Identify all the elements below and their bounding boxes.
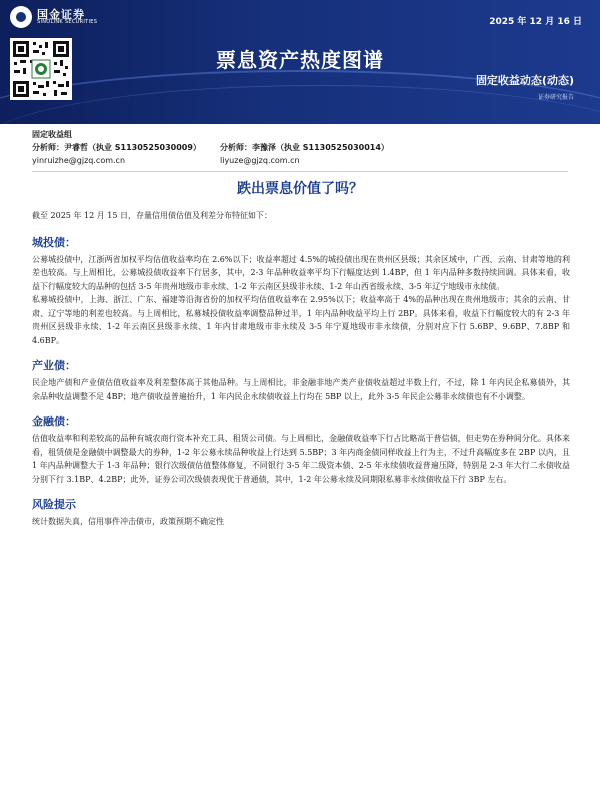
company-logo (10, 6, 97, 28)
logo-name-en: SINOLINK SECURITIES (37, 19, 98, 26)
section-paragraph: 公募城投债中，江浙两省加权平均估值收益率均在 2.6%以下；收益率超过 4.5%的城投债出现在贵州区县级；其余区域中，广西、云南、甘肃等地的利差也较高。与上周相比，公募城投债收益率下行居多，其中，2-3 年品种收益率平均下行幅度达到 1.4BP，但 1 年内品种多数持续回调。具体来看，收益下行幅度较大的品种的包括 3-5 年贵州地级市非永续、1-2 年云南区县级非永续、1-2 年山西省级永续、3-5 年辽宁地级市永续债。 (32, 254, 570, 291)
document-title: 跌出票息价值了吗？ (237, 181, 363, 197)
report-type-label: 证券研究报告 (537, 94, 574, 101)
section-risk (32, 498, 570, 529)
research-group: 固定收益组 (32, 130, 72, 139)
section-paragraph: 估值收益率和利差较高的品种有城农商行资本补充工具、租赁公司债。与上周相比，金融债收益率下行占比略高于普信债，但走势在券种间分化。具体来看，租赁债是金融债中调整最大的券种，1-2 年公募永续品种收益上行达到 5.5BP；3 年内商金债同样收益上行为主，不过升高幅度多在 2BP 以内，且 1 年内品种调整大于 1-3 年品种；银行次级债估值整体修复，不同银行 3-5 年二级资本债、2-5 年永续债收益普遍压降，特别是 2-3 年大行二永债收益分别下行 3.1BP、4.2BP；此外，证券公司次级债表现优于普通债，其中，1-2 年公募永续及同期限私募非永续债收益下行 3BP 左右。 (32, 434, 570, 484)
section-chengtou (32, 236, 570, 348)
report-date: 2025 年 12 月 16 日 (489, 17, 582, 27)
section-paragraph: 民企地产债和产业债估值收益率及利差整体高于其他品种。与上周相比，非金融非地产类产业债收益超过半数上行，不过，除 1 年内民企私募债外，其余品种收益调整不足 4BP；地产债收益普遍抬升，1 年内民企永续债收益上行均在 5BP 以上，此外 3-5 年民企公募非永续债也有不小调整。 (32, 378, 570, 401)
section-financial (32, 415, 570, 486)
intro-paragraph: 截至 2025 年 12 月 15 日，存量信用债估值及利差分布特征如下： (32, 211, 272, 220)
header-banner (0, 0, 600, 124)
report-subtitle: 固定收益动态(动态) (475, 74, 574, 87)
logo-name-cn: 国金证券 (37, 7, 85, 21)
section-heading: 城投债： (32, 235, 76, 249)
analyst-1-name: 分析师：尹睿哲（执业 S1130525030009） (32, 143, 201, 152)
section-paragraph: 私募城投债中，上海、浙江、广东、福建等沿海省份的加权平均估值收益率在 2.95%以下；收益率高于 4%的品种出现在贵州地级市；其余的云南、甘肃、辽宁等地的利差也较高。与上周相比，私募城投债收益率调整品种过半，1 年内品种收益平均上行 2BP。具体来看，收益下行幅度较大的有 2-3 年贵州区县级非永续、1-2 年云南区县级非永续、1 年内甘肃地级市非永续及 3-5 年宁夏地级市非永续债，分别对应下行 5.6BP、9.6BP、7.8BP 和 4.6BP。 (32, 295, 570, 345)
section-heading: 金融债： (32, 415, 76, 428)
analyst-2-email[interactable]: liyuze@gjzq.com.cn (220, 156, 300, 165)
section-heading: 风险提示 (32, 498, 76, 511)
divider (32, 171, 568, 172)
section-paragraph: 统计数据失真，信用事件冲击债市，政策预期不确定性 (32, 517, 224, 526)
section-heading: 产业债： (32, 359, 76, 372)
author-block (32, 128, 408, 167)
analyst-1-email[interactable]: yinruizhe@gjzq.com.cn (32, 156, 126, 165)
report-body (32, 209, 570, 541)
analyst-2-name: 分析师：李豫泽（执业 S1130525030014） (220, 143, 389, 152)
logo-mark-icon (10, 6, 32, 28)
report-title: 票息资产热度图谱 (216, 48, 384, 72)
section-industry (32, 359, 570, 403)
